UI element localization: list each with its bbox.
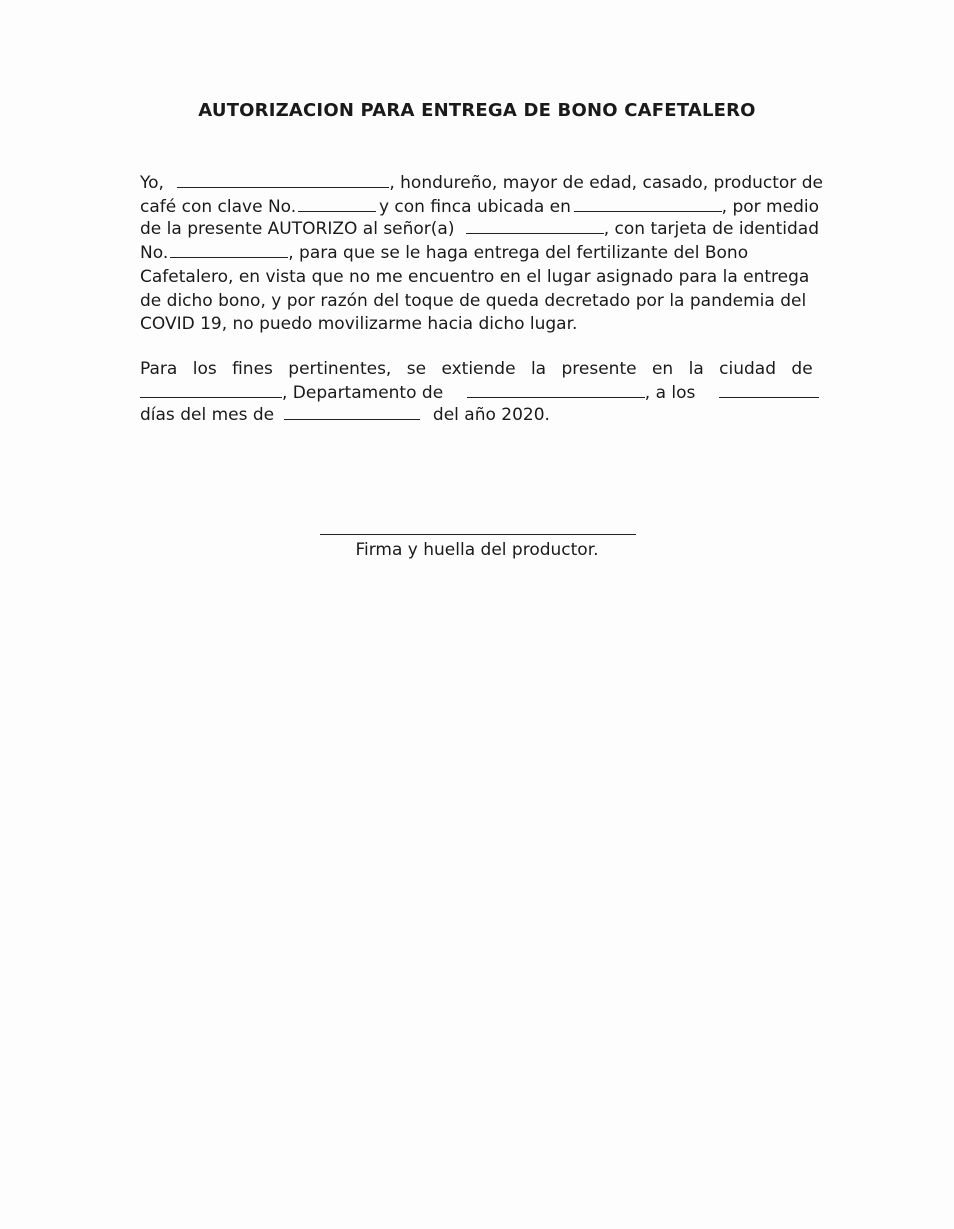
- paragraph2-line2: [140, 382, 819, 404]
- document-title: AUTORIZACION PARA ENTREGA DE BONO CAFETALERO: [198, 100, 756, 121]
- paragraph1-line5: Cafetalero, en vista que no me encuentro en el lugar asignado para la entrega: [140, 267, 810, 287]
- text: , a los: [644, 383, 696, 403]
- paragraph1-line1: [140, 172, 823, 194]
- text: y con finca ubicada en: [378, 197, 571, 217]
- text: No.: [140, 243, 169, 263]
- text: , Departamento de: [282, 383, 444, 403]
- identity-card-blank: [170, 242, 288, 258]
- text: , hondureño, mayor de edad, casado, productor de: [389, 173, 823, 193]
- paragraph2-line1: Para los fines pertinentes, se extiende la presente en la ciudad de: [140, 359, 813, 379]
- paragraph1-line6: de dicho bono, y por razón del toque de queda decretado por la pandemia del: [140, 291, 807, 311]
- signature-caption: Firma y huella del productor.: [355, 540, 599, 560]
- paragraph1-line7: COVID 19, no puedo movilizarme hacia dicho lugar.: [140, 314, 578, 334]
- text: , para que se le haga entrega del fertilizante del Bono: [288, 243, 749, 263]
- month-blank: [284, 404, 420, 420]
- authorized-person-blank: [466, 218, 604, 234]
- finca-location-blank: [574, 196, 722, 212]
- text: , por medio: [721, 197, 819, 217]
- paragraph1-line4: [140, 242, 819, 264]
- signature-line: [320, 534, 636, 535]
- text: , con tarjeta de identidad: [603, 219, 819, 239]
- text: días del mes de: [140, 405, 275, 425]
- text: del año 2020.: [432, 405, 550, 425]
- paragraph2-line3: [140, 404, 819, 426]
- day-blank: [719, 382, 819, 398]
- text: café con clave No.: [140, 197, 297, 217]
- paragraph1-line3: [140, 218, 819, 240]
- name-blank: [177, 172, 389, 188]
- text: Yo,: [140, 173, 164, 193]
- clave-blank: [298, 196, 376, 212]
- paragraph1-line2: [140, 196, 819, 218]
- city-blank: [140, 382, 282, 398]
- department-blank: [467, 382, 645, 398]
- text: de la presente AUTORIZO al señor(a): [140, 219, 455, 239]
